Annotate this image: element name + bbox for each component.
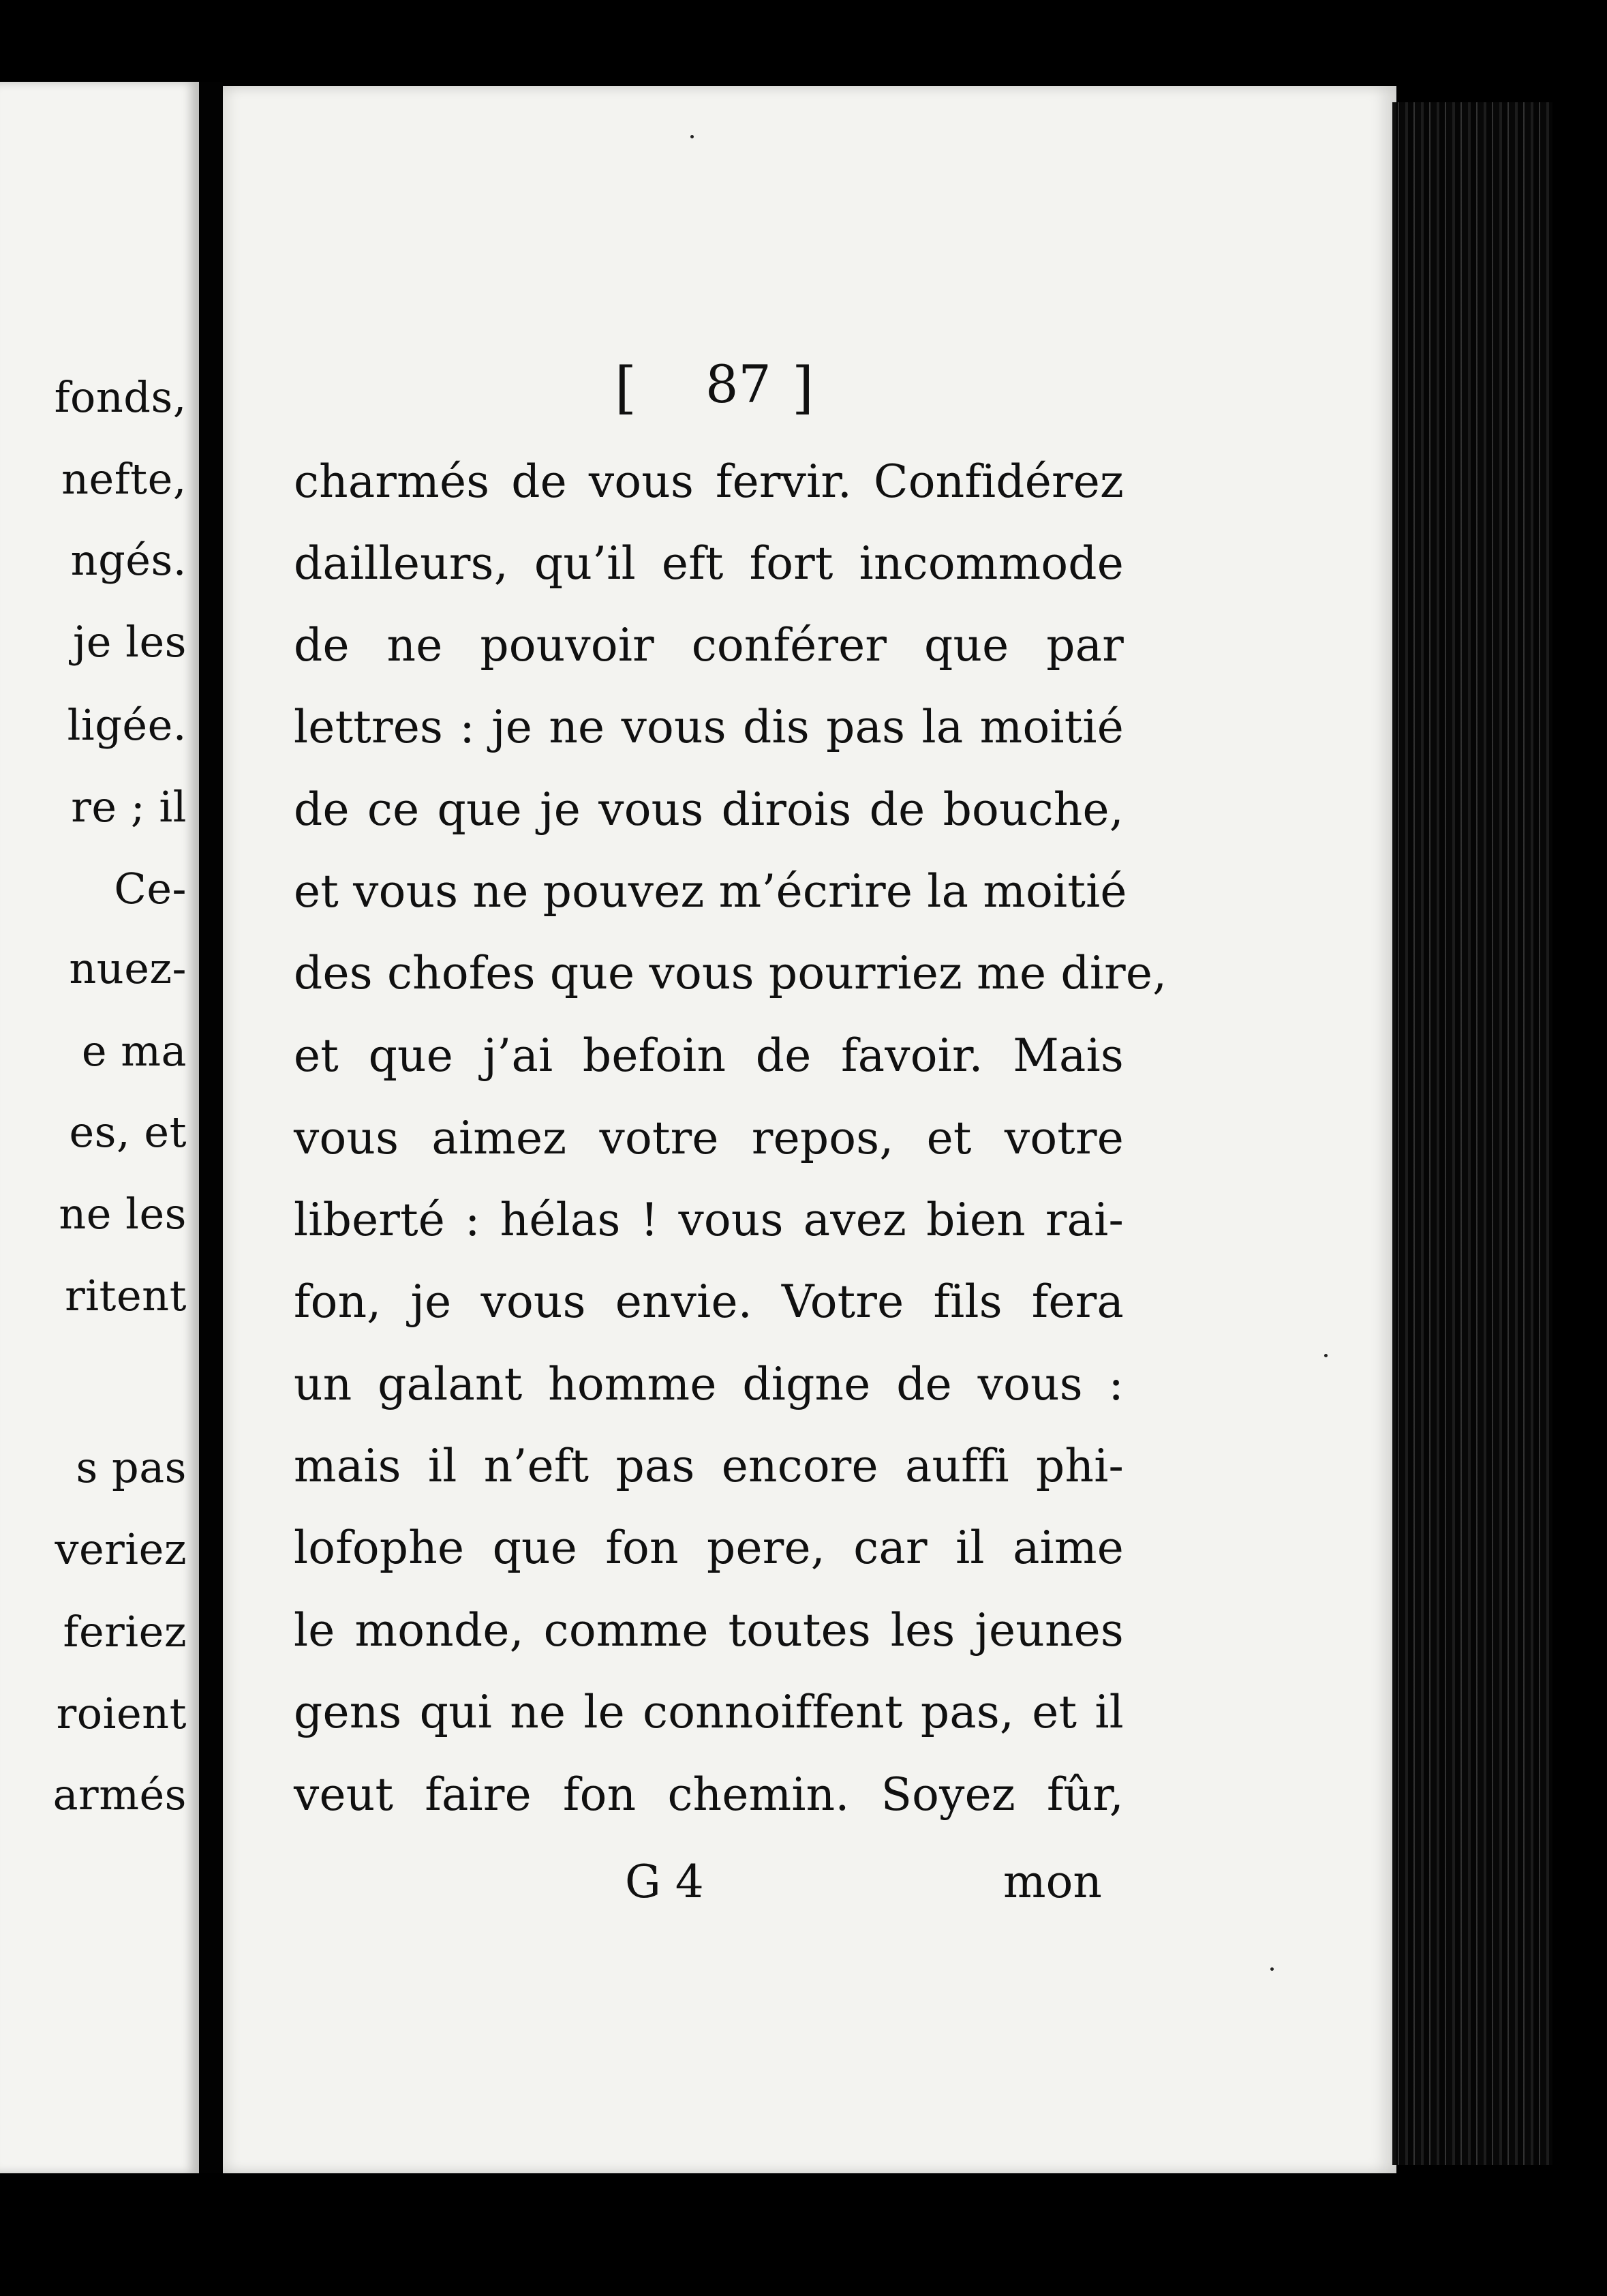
right-bracket: ]	[792, 356, 814, 421]
text-line: gens qui ne le connoiffent pas, et il	[294, 1686, 1124, 1738]
text-line: des chofes que vous pourriez me dire,	[294, 947, 1167, 999]
text-line: et vous ne pouvez m’écrire la moitié	[294, 865, 1127, 918]
left-page-fragment: nuez-	[69, 943, 187, 993]
left-page-fragment: es, et	[69, 1107, 187, 1157]
left-page	[0, 82, 199, 2173]
paper-speck	[1270, 1967, 1274, 1971]
left-page-fragment: re ; il	[71, 782, 187, 832]
book-edge	[1392, 102, 1552, 2165]
text-line: fon, je vous envie. Votre fils fera	[294, 1275, 1124, 1328]
text-line: charmés de vous fervir. Confidérez	[294, 455, 1124, 508]
left-page-fragment: armés	[52, 1770, 187, 1819]
text-line: mais il n’eft pas encore auffi phi-	[294, 1440, 1124, 1492]
left-page-fragment: ritent	[65, 1271, 187, 1320]
text-line: vous aimez votre repos, et votre	[294, 1112, 1124, 1164]
page-number: 87	[705, 354, 771, 414]
left-page-fragment: fonds,	[54, 372, 187, 422]
text-line: de ne pouvoir conférer que par	[294, 619, 1124, 671]
page-header	[223, 354, 1396, 429]
signature-mark: G 4	[625, 1856, 704, 1908]
text-line: lofophe que fon pere, car il aime	[294, 1522, 1124, 1574]
left-page-fragment: feriez	[63, 1607, 187, 1657]
left-page-fragment: je les	[73, 617, 187, 667]
left-page-fragment: s pas	[76, 1442, 187, 1492]
left-page-fragment: nefte,	[61, 454, 187, 504]
text-line: de ce que je vous dirois de bouche,	[294, 783, 1124, 836]
page-footer	[223, 1856, 1396, 1921]
left-page-fragment: ne les	[59, 1189, 187, 1239]
left-page-fragment: veriez	[55, 1524, 187, 1574]
left-page-fragment: roient	[56, 1689, 187, 1738]
catchword: mon	[1003, 1856, 1102, 1908]
paper-speck	[1324, 1354, 1328, 1357]
left-page-fragment: ligée.	[67, 700, 187, 750]
left-page-fragment: ngés.	[70, 535, 187, 585]
text-line: veut faire fon chemin. Soyez fûr,	[294, 1768, 1124, 1821]
left-page-fragment: e ma	[81, 1026, 187, 1076]
text-line: et que j’ai befoin de favoir. Mais	[294, 1029, 1124, 1082]
left-page-fragment: Ce-	[114, 864, 187, 913]
text-line: liberté : hélas ! vous avez bien rai-	[294, 1194, 1124, 1246]
paper-speck	[690, 135, 694, 138]
text-line: dailleurs, qu’il eft fort incommode	[294, 537, 1124, 590]
text-line: un galant homme digne de vous :	[294, 1358, 1124, 1410]
text-line: le monde, comme toutes les jeunes	[294, 1604, 1124, 1657]
text-line: lettres : je ne vous dis pas la moitié	[294, 701, 1124, 753]
right-page	[223, 86, 1396, 2173]
book-gutter	[199, 82, 223, 2173]
left-bracket: [	[615, 356, 637, 421]
